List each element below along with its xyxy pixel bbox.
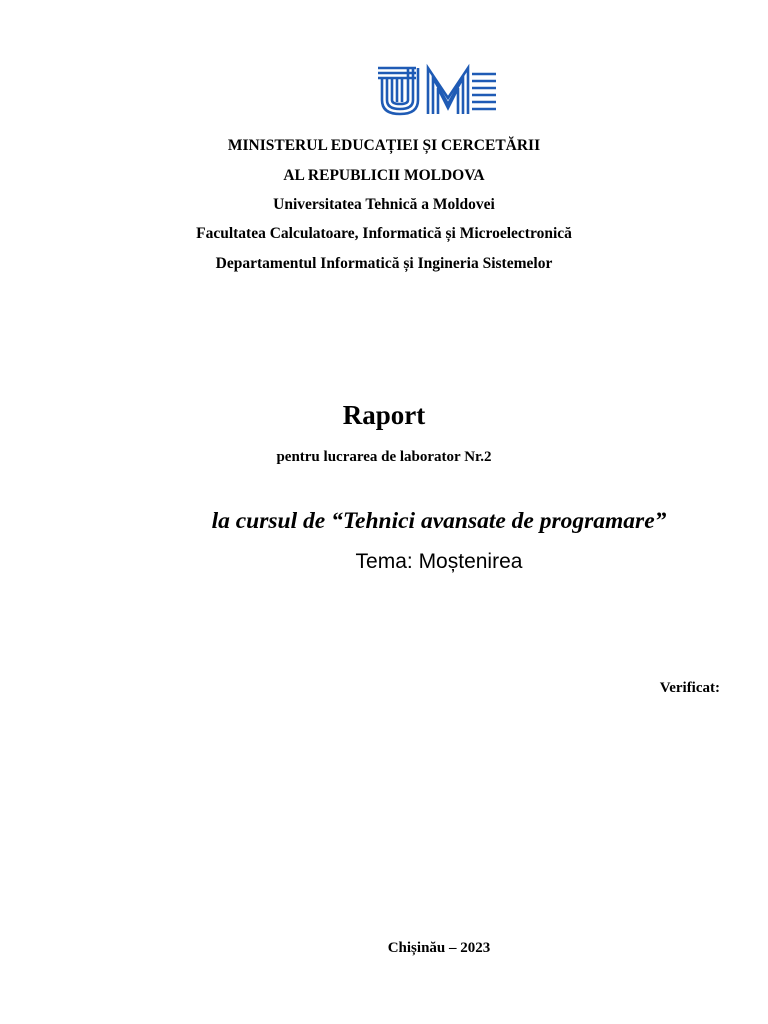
utm-logo <box>376 62 500 120</box>
university-name: Universitatea Tehnică a Moldovei <box>273 196 495 213</box>
faculty-name: Facultatea Calculatoare, Informatică și Microelectronică <box>196 225 572 242</box>
report-subtitle: pentru lucrarea de laborator Nr.2 <box>276 449 492 465</box>
verified-label: Verificat: <box>659 680 720 696</box>
ministry-line-1: MINISTERUL EDUCAȚIEI ȘI CERCETĂRII <box>227 137 541 154</box>
report-title: Raport <box>342 400 426 430</box>
ministry-line-2: AL REPUBLICII MOLDOVA <box>283 167 485 184</box>
course-name: la cursul de “Tehnici avansate de programare” <box>211 508 667 534</box>
city-year: Chișinău – 2023 <box>387 940 491 956</box>
report-theme: Tema: Moștenirea <box>355 550 523 573</box>
department-name: Departamentul Informatică și Ingineria Sistemelor <box>215 255 553 272</box>
